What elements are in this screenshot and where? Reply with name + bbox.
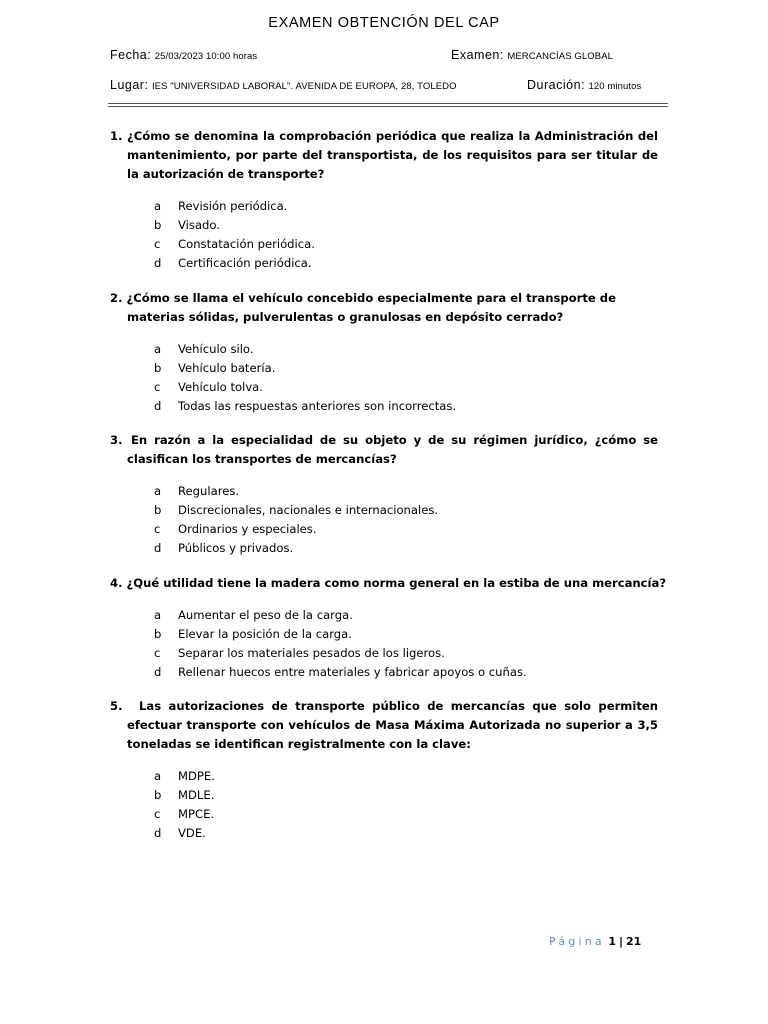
option-d: d Públicos y privados. — [154, 541, 294, 555]
option-a: a Vehículo silo. — [154, 342, 254, 356]
option-a: a Regulares. — [154, 484, 240, 498]
option-a: a Revisión periódica. — [154, 199, 288, 213]
question-2 — [110, 289, 658, 327]
page-title: EXAMEN OBTENCIÓN DEL CAP — [268, 15, 500, 31]
question-3-options — [152, 482, 438, 558]
duracion-field — [527, 78, 641, 92]
option-d: d VDE. — [154, 826, 206, 840]
option-c: c Vehículo tolva. — [154, 380, 263, 394]
option-c: c Ordinarios y especiales. — [154, 522, 317, 536]
option-b: b Discrecionales, nacionales e internacionales. — [154, 503, 439, 517]
option-b: b Vehículo batería. — [154, 361, 276, 375]
option-c: c Constatación periódica. — [154, 237, 315, 251]
lugar-value: IES "UNIVERSIDAD LABORAL". AVENIDA DE EUROPA, 28, TOLEDO — [151, 81, 457, 92]
option-c: c MPCE. — [154, 807, 215, 821]
question-text: Las autorizaciones de transporte público de mercancías que solo permiten efectuar transporte con vehículos de Masa Máxima Autorizada no superior a 3,5 toneladas se identifican registralmente con la clave: — [127, 699, 658, 751]
question-5-options — [152, 767, 215, 843]
option-d: d Rellenar huecos entre materiales y fabricar apoyos o cuñas. — [154, 665, 527, 679]
option-a: a Aumentar el peso de la carga. — [154, 608, 353, 622]
header-divider — [108, 103, 668, 104]
question-2-options — [152, 340, 456, 416]
option-b: b MDLE. — [154, 788, 215, 802]
duracion-value: 120 minutos — [588, 81, 642, 92]
question-text: ¿Qué utilidad tiene la madera como norma general en la estiba de una mercancía? — [126, 576, 667, 590]
header-divider-second — [108, 106, 668, 107]
duracion-label: Duración: — [527, 78, 585, 92]
page-footer — [549, 935, 641, 948]
option-a: a MDPE. — [154, 769, 215, 783]
question-1-options — [152, 197, 315, 273]
question-text: En razón a la especialidad de su objeto y de su régimen jurídico, ¿cómo se clasifican los transportes de mercancías? — [127, 433, 658, 466]
option-d: d Certificación periódica. — [154, 256, 312, 270]
question-number: 2. — [110, 291, 123, 305]
page-total: 21 — [626, 935, 642, 948]
examen-value: MERCANCÍAS GLOBAL — [507, 51, 614, 62]
question-number: 4. — [110, 576, 123, 590]
examen-label: Examen: — [451, 48, 504, 62]
option-b: b Elevar la posición de la carga. — [154, 627, 352, 641]
page-label: Página — [549, 935, 605, 948]
question-text: ¿Cómo se llama el vehículo concebido especialmente para el transporte de materias sólidas, pulverulentas o granulosas en depósito cerrado? — [126, 291, 616, 324]
header-row-lugar — [0, 78, 768, 98]
question-text: ¿Cómo se denomina la comprobación periódica que realiza la Administración del mantenimiento, por parte del transportista, de los requisitos para ser titular de la autorización de transporte? — [127, 129, 658, 181]
option-d: d Todas las respuestas anteriores son incorrectas. — [154, 399, 457, 413]
question-5 — [110, 697, 658, 754]
question-3 — [110, 431, 658, 469]
lugar-label: Lugar: — [110, 78, 149, 92]
question-number: 1. — [110, 129, 123, 143]
examen-field — [451, 48, 613, 62]
question-4-options — [152, 606, 527, 682]
page-separator: | — [619, 935, 624, 948]
fecha-field — [110, 48, 257, 62]
lugar-field — [110, 78, 457, 92]
fecha-label: Fecha: — [110, 48, 152, 62]
question-number: 5. — [110, 699, 123, 713]
question-1 — [110, 127, 658, 184]
option-c: c Separar los materiales pesados de los ligeros. — [154, 646, 445, 660]
option-b: b Visado. — [154, 218, 220, 232]
header-row-fecha — [0, 48, 768, 68]
page-current: 1 — [608, 935, 616, 948]
question-number: 3. — [110, 433, 123, 447]
fecha-value: 25/03/2023 10:00 horas — [154, 51, 258, 62]
question-4 — [110, 574, 670, 593]
